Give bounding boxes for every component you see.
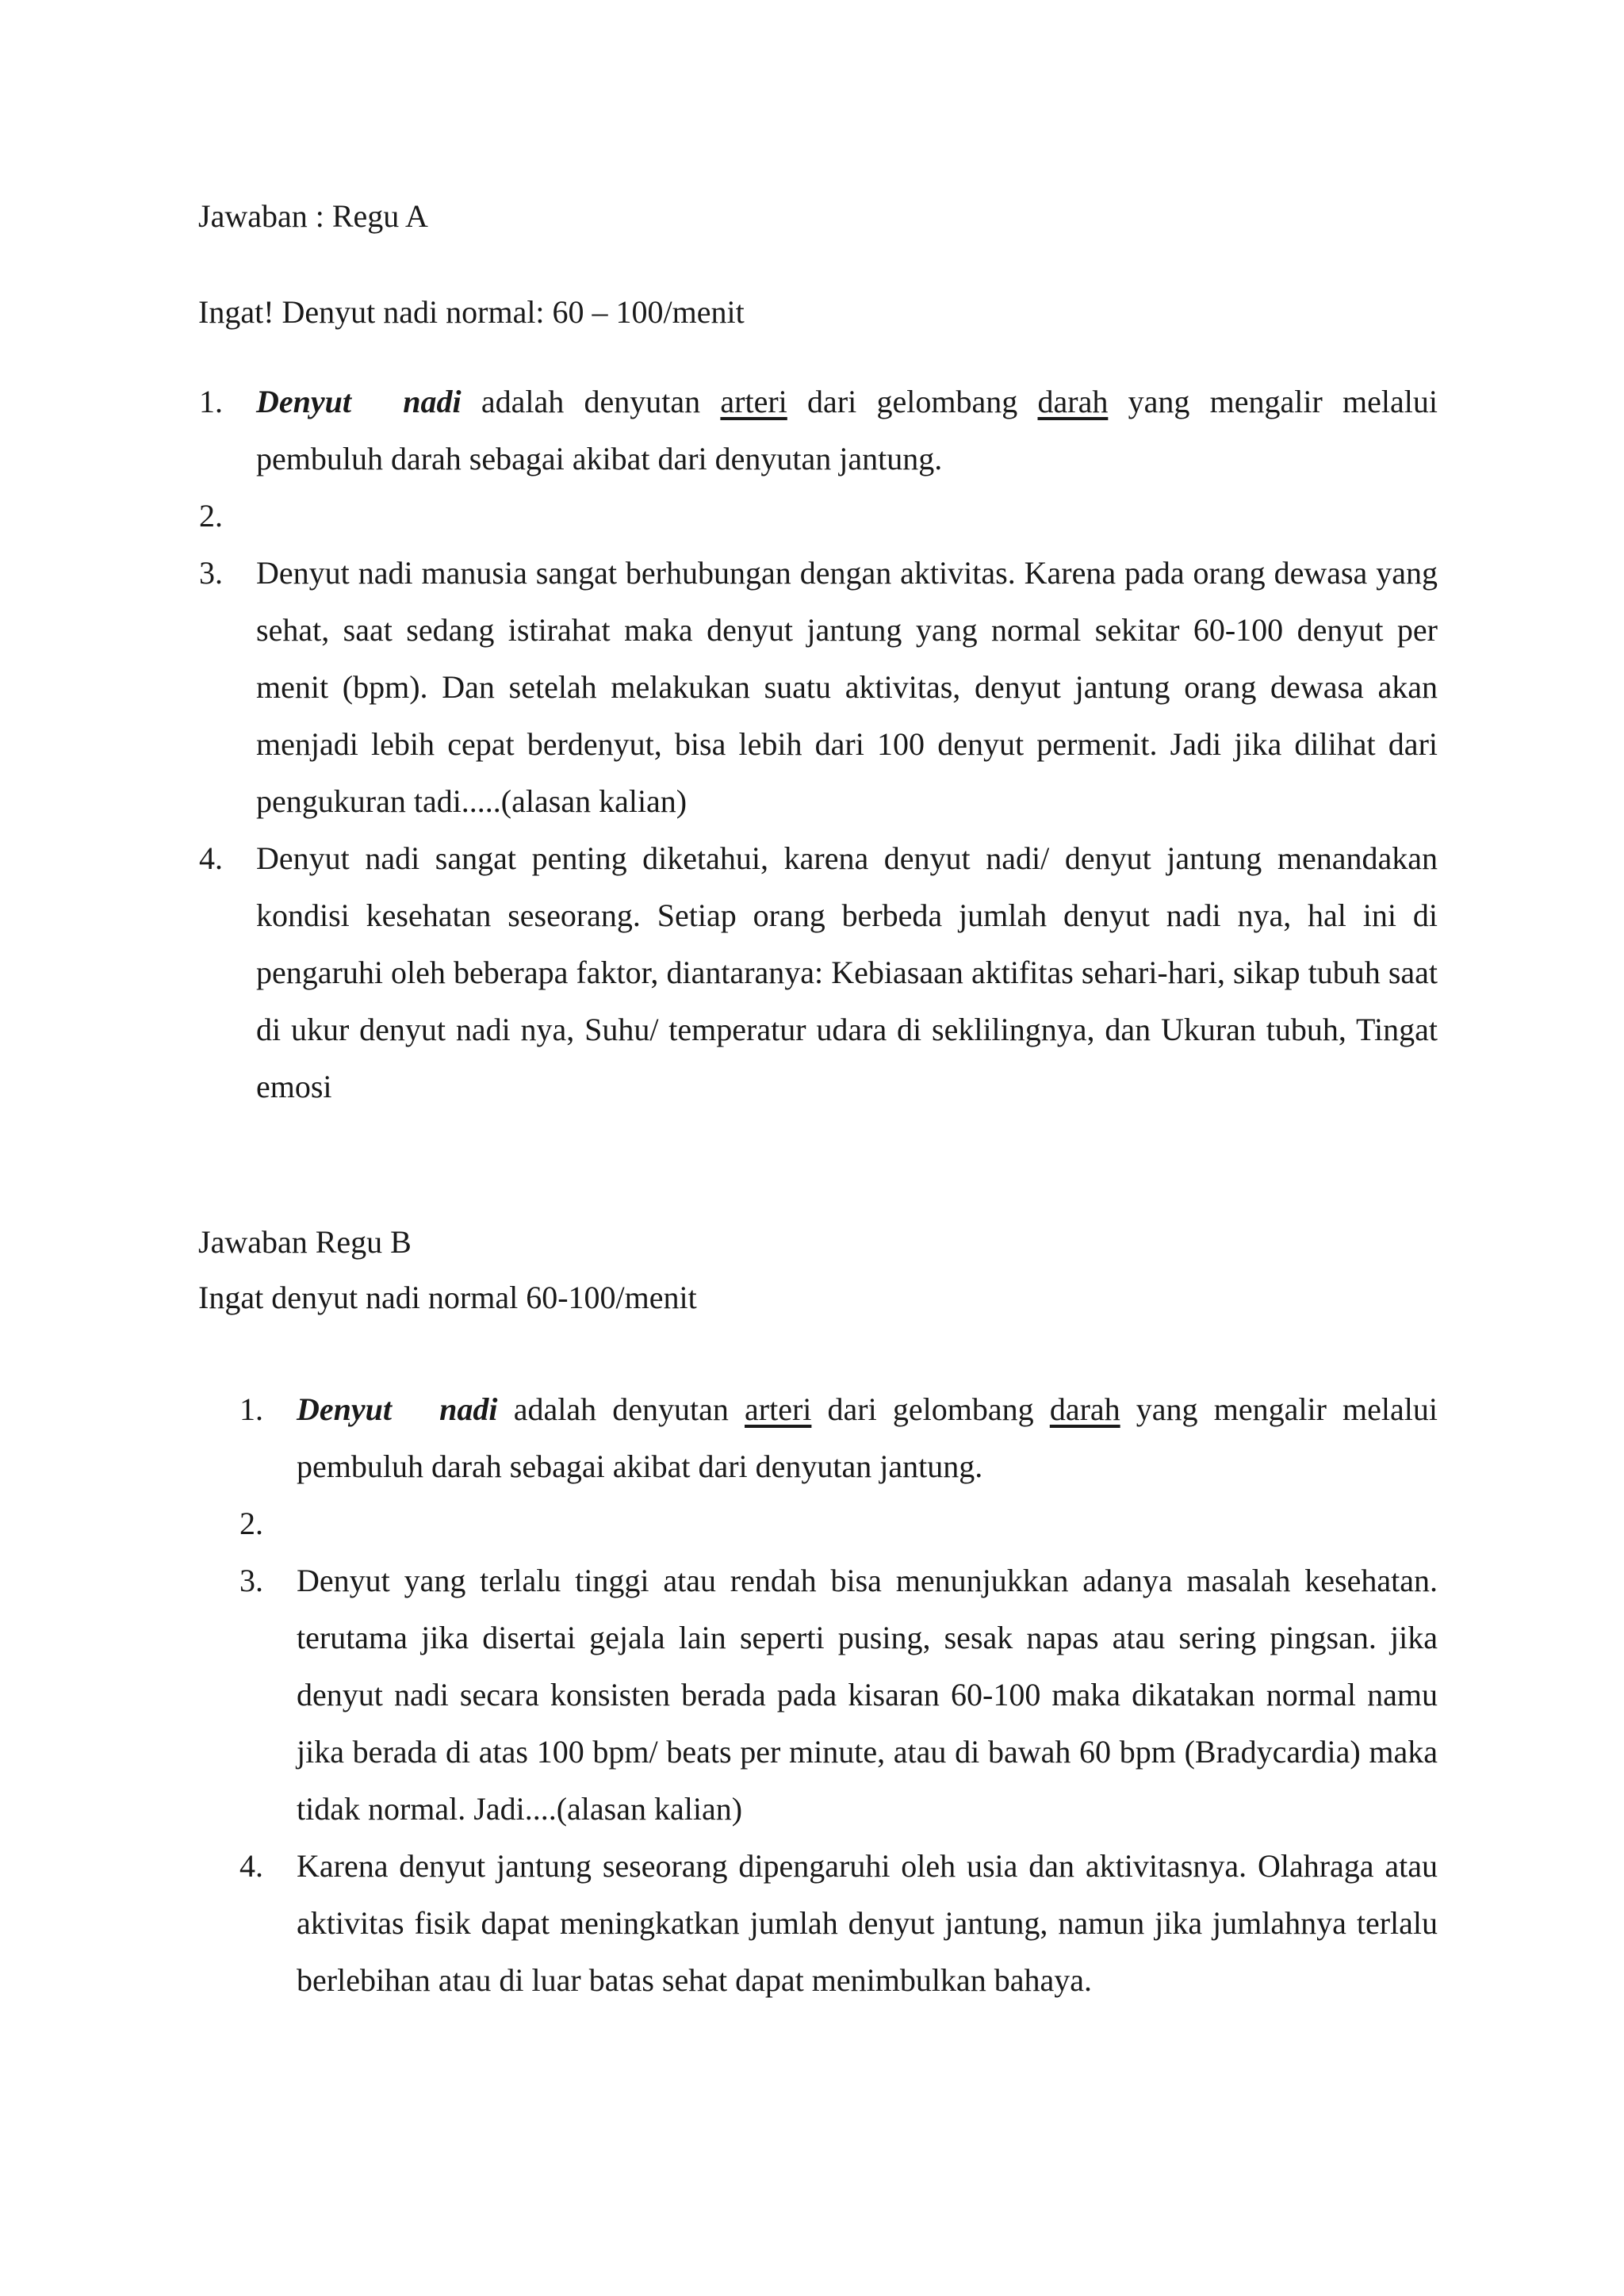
regu-b-answer-2 (239, 1495, 1438, 1552)
link-darah[interactable]: darah (1049, 1391, 1120, 1427)
regu-a-answer-1 (199, 373, 1438, 488)
answer-text: Denyut yang terlalu tinggi atau rendah bisa menunjukkan adanya masalah kesehatan. terutama jika disertai gejala lain seperti pusing, sesak napas atau sering pingsan. jika denyut nadi secara konsisten berada pada kisaran 60-100 maka dikatakan normal namu jika berada di atas 100 bpm/ beats per minute, atau di bawah 60 bpm (Bradycardia) maka tidak normal. Jadi....(alasan kalian) (297, 1563, 1438, 1827)
regu-a-answer-4 (199, 830, 1438, 1115)
answer-text: Denyut nadi manusia sangat berhubungan dengan aktivitas. Karena pada orang dewasa yang sehat, saat sedang istirahat maka denyut jantung yang normal sekitar 60-100 denyut per menit (bpm). Dan setelah melakukan suatu aktivitas, denyut jantung orang dewasa akan menjadi lebih cepat berdenyut, bisa lebih dari 100 denyut permenit. Jadi jika dilihat dari pengukuran tadi.....(alasan kalian) (256, 555, 1438, 819)
regu-b-answer-1 (239, 1381, 1438, 1495)
list-number: 3. (239, 1563, 263, 1598)
regu-b-answer-list (239, 1381, 1438, 2009)
answer-text: Denyut nadi sangat penting diketahui, karena denyut nadi/ denyut jantung menandakan kondisi kesehatan seseorang. Setiap orang berbeda jumlah denyut nadi nya, hal ini di pengaruhi oleh beberapa faktor, diantaranya: Kebiasaan aktifitas sehari-hari, sikap tubuh saat di ukur denyut nadi nya, Suhu/ temperatur udara di seklilingnya, dan Ukuran tubuh, Tingat emosi (256, 840, 1438, 1104)
list-number: 2. (199, 498, 223, 534)
list-number: 1. (199, 384, 223, 419)
regu-b-title: Jawaban Regu B (198, 1224, 412, 1260)
list-number: 4. (239, 1848, 263, 1884)
list-number: 3. (199, 555, 223, 591)
regu-a-reminder: Ingat! Denyut nadi normal: 60 – 100/menit (198, 294, 745, 330)
answer-text: yang mengalir melalui pembuluh darah sebagai akibat dari denyutan jantung. (256, 384, 1438, 476)
regu-a-title: Jawaban : Regu A (198, 198, 428, 234)
link-arteri[interactable]: arteri (745, 1391, 812, 1427)
regu-a-answer-2 (199, 488, 1438, 545)
answer-text: yang mengalir melalui pembuluh darah sebagai akibat dari denyutan jantung. (297, 1391, 1438, 1484)
answer-text: dari gelombang (787, 384, 1038, 419)
keyword-term: Denyut nadi (256, 384, 462, 419)
regu-b-answer-4 (239, 1838, 1438, 2009)
regu-a-answer-3 (199, 545, 1438, 830)
answer-text: dari gelombang (811, 1391, 1050, 1427)
list-number: 4. (199, 840, 223, 876)
link-darah[interactable]: darah (1037, 384, 1109, 419)
answer-text: adalah denyutan (497, 1391, 745, 1427)
link-arteri[interactable]: arteri (720, 384, 787, 419)
answer-text: adalah denyutan (461, 384, 721, 419)
regu-a-answer-list (199, 373, 1438, 1115)
regu-b-answer-3 (239, 1552, 1438, 1838)
answer-text: Karena denyut jantung seseorang dipengaruhi oleh usia dan aktivitasnya. Olahraga atau aktivitas fisik dapat meningkatkan jumlah denyut jantung, namun jika jumlahnya terlalu berlebihan atau di luar batas sehat dapat menimbulkan bahaya. (297, 1848, 1438, 1998)
keyword-term: Denyut nadi (297, 1391, 498, 1427)
list-number: 1. (239, 1391, 263, 1427)
list-number: 2. (239, 1506, 263, 1541)
regu-b-reminder: Ingat denyut nadi normal 60-100/menit (198, 1280, 697, 1315)
